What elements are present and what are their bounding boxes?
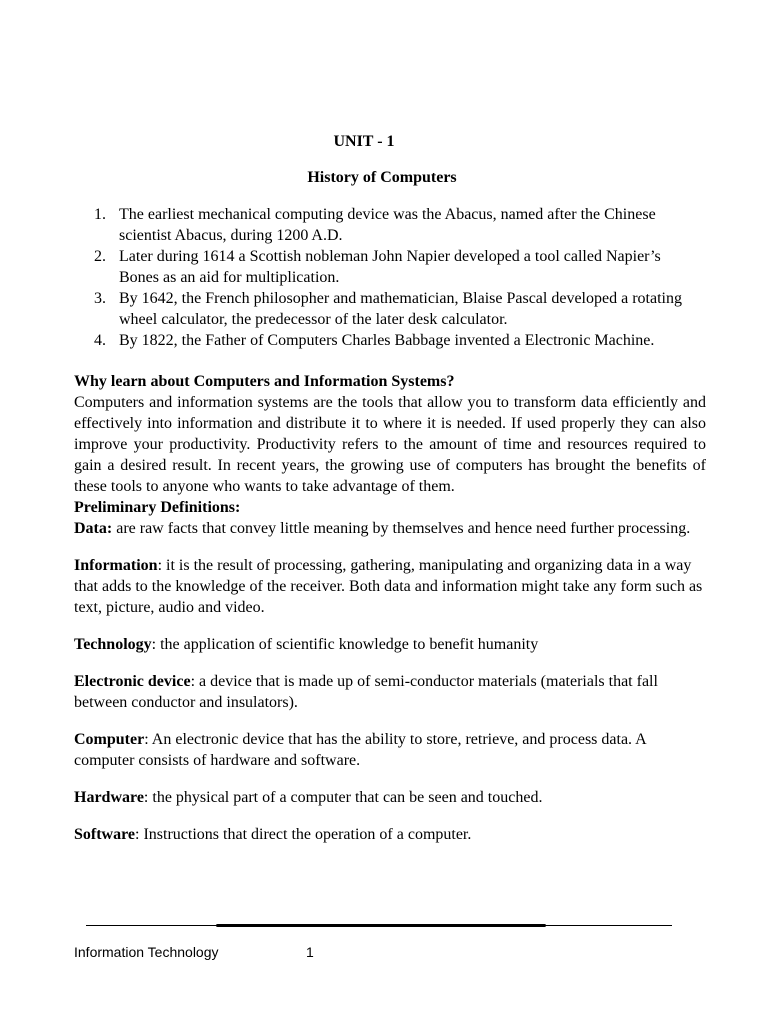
- section-title: History of Computers: [307, 169, 457, 186]
- body-content: [74, 371, 706, 845]
- definition-term: Electronic device: [74, 673, 191, 690]
- definition-term: Hardware: [74, 789, 144, 806]
- definition-term: Computer: [74, 731, 145, 748]
- list-item-number: 3.: [94, 290, 106, 307]
- definition-text: : it is the result of processing, gathering, manipulating and organizing data in a way that adds to the knowledge of the receiver. Both data and information might take any form such as text, picture, audio and video.: [74, 557, 703, 616]
- why-heading: Why learn about Computers and Information Systems?: [74, 373, 455, 390]
- definition-electronic-device: [74, 671, 706, 713]
- footer-divider-thick: [216, 924, 546, 927]
- list-item: [74, 246, 694, 288]
- definition-text: : An electronic device that has the ability to store, retrieve, and process data. A computer consists of hardware and software.: [74, 731, 646, 769]
- definition-term: Technology: [74, 636, 152, 653]
- definition-text: : Instructions that direct the operation of a computer.: [135, 826, 472, 843]
- footer-divider: [86, 924, 672, 928]
- definition-computer: [74, 729, 706, 771]
- definition-text: : the physical part of a computer that can be seen and touched.: [143, 789, 543, 806]
- definition-term: Information: [74, 557, 158, 574]
- definition-information: [74, 555, 706, 618]
- definition-term: Software: [74, 826, 136, 843]
- list-item-text: Later during 1614 a Scottish nobleman John Napier developed a tool called Napier’s Bones as an aid for multiplication.: [119, 248, 661, 286]
- unit-title: UNIT - 1: [333, 133, 395, 150]
- definition-text: are raw facts that convey little meaning by themselves and hence need further processing.: [112, 520, 691, 537]
- definition-data: [74, 518, 706, 539]
- list-item-text: By 1642, the French philosopher and mathematician, Blaise Pascal developed a rotating wheel calculator, the predecessor of the later desk calculator.: [119, 290, 682, 328]
- definition-hardware: [74, 787, 706, 808]
- definition-text: : a device that is made up of semi-conductor materials (materials that fall between conductor and insulators).: [74, 673, 658, 711]
- list-item: [74, 204, 694, 246]
- definition-text: : the application of scientific knowledge to benefit humanity: [151, 636, 539, 653]
- list-item: [74, 288, 694, 330]
- list-item-number: 2.: [94, 248, 106, 265]
- list-item-number: 4.: [94, 332, 106, 349]
- definition-term: Data:: [74, 520, 113, 537]
- definitions-heading: Preliminary Definitions:: [74, 499, 241, 516]
- why-paragraph: Computers and information systems are the tools that allow you to transform data efficiently and effectively into information and distribute it to where it is needed. If used properly they can also improve your productivity. Productivity refers to the amount of time and resources required to gain a desired result. In recent years, the growing use of computers has brought the benefits of these tools to anyone who wants to take advantage of them.: [74, 394, 706, 495]
- list-item-text: By 1822, the Father of Computers Charles Babbage invented a Electronic Machine.: [119, 332, 655, 349]
- page-number: 1: [306, 944, 314, 960]
- list-item: [74, 330, 694, 351]
- definition-software: [74, 824, 706, 845]
- definition-technology: [74, 634, 706, 655]
- list-item-number: 1.: [94, 206, 106, 223]
- footer-title: Information Technology: [74, 944, 219, 960]
- list-item-text: The earliest mechanical computing device was the Abacus, named after the Chinese scientist Abacus, during 1200 A.D.: [119, 206, 656, 244]
- history-list: [74, 204, 694, 351]
